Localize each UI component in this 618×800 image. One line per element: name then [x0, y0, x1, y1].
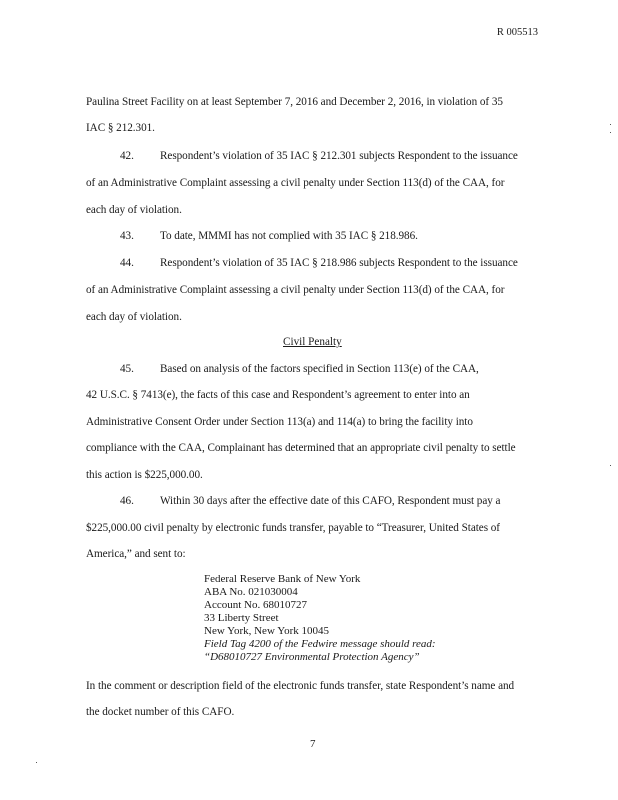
paragraph-46-line: Within 30 days after the effective date of this CAFO, Respondent must pay a [160, 495, 501, 507]
address-field-tag-note: Field Tag 4200 of the Fedwire message should read: [204, 638, 436, 650]
scan-speck [610, 124, 611, 125]
address-field-tag-value: “D68010727 Environmental Protection Agency” [204, 651, 420, 663]
paragraph-45-line: Administrative Consent Order under Section 113(a) and 114(a) to bring the facility into [86, 416, 473, 428]
scan-speck [610, 132, 611, 133]
address-city: New York, New York 10045 [204, 625, 329, 637]
paragraph-44-line: Respondent’s violation of 35 IAC § 218.986 subjects Respondent to the issuance [160, 257, 518, 269]
paragraph-45-line: Based on analysis of the factors specified in Section 113(e) of the CAA, [160, 363, 479, 375]
paragraph-number: 46. [120, 495, 134, 507]
bates-number: R 005513 [496, 27, 538, 38]
paragraph-46-line: America,” and sent to: [86, 548, 186, 560]
paragraph-number: 42. [120, 150, 134, 162]
paragraph-continuation-line: IAC § 212.301. [86, 122, 155, 134]
paragraph-number: 44. [120, 257, 134, 269]
paragraph-42-line: Respondent’s violation of 35 IAC § 212.301 subjects Respondent to the issuance [160, 150, 518, 162]
paragraph-45-line: this action is $225,000.00. [86, 469, 203, 481]
address-aba-number: ABA No. 021030004 [204, 586, 298, 598]
paragraph-number: 45. [120, 363, 134, 375]
paragraph-42-line: of an Administrative Complaint assessing a civil penalty under Section 113(d) of the CAA, for [86, 177, 505, 189]
paragraph-44-line: each day of violation. [86, 311, 182, 323]
address-bank-name: Federal Reserve Bank of New York [204, 573, 361, 585]
address-street: 33 Liberty Street [204, 612, 279, 624]
address-account-number: Account No. 68010727 [204, 599, 307, 611]
closing-line: the docket number of this CAFO. [86, 706, 235, 718]
closing-line: In the comment or description field of the electronic funds transfer, state Respondent’s name and [86, 680, 515, 692]
paragraph-45-line: compliance with the CAA, Complainant has determined that an appropriate civil penalty to settle [86, 442, 516, 454]
paragraph-continuation-line: Paulina Street Facility on at least September 7, 2016 and December 2, 2016, in violation of 35 [86, 96, 503, 108]
paragraph-44-line: of an Administrative Complaint assessing a civil penalty under Section 113(d) of the CAA, for [86, 284, 505, 296]
page-number: 7 [310, 738, 316, 750]
scan-speck [36, 762, 37, 763]
paragraph-46-line: $225,000.00 civil penalty by electronic funds transfer, payable to “Treasurer, United States of [86, 522, 500, 534]
paragraph-43-line: To date, MMMI has not complied with 35 IAC § 218.986. [160, 230, 418, 242]
paragraph-42-line: each day of violation. [86, 204, 182, 216]
scan-speck [610, 465, 611, 466]
paragraph-number: 43. [120, 230, 134, 242]
section-heading: Civil Penalty [283, 336, 342, 348]
paragraph-45-line: 42 U.S.C. § 7413(e), the facts of this case and Respondent’s agreement to enter into an [86, 389, 470, 401]
